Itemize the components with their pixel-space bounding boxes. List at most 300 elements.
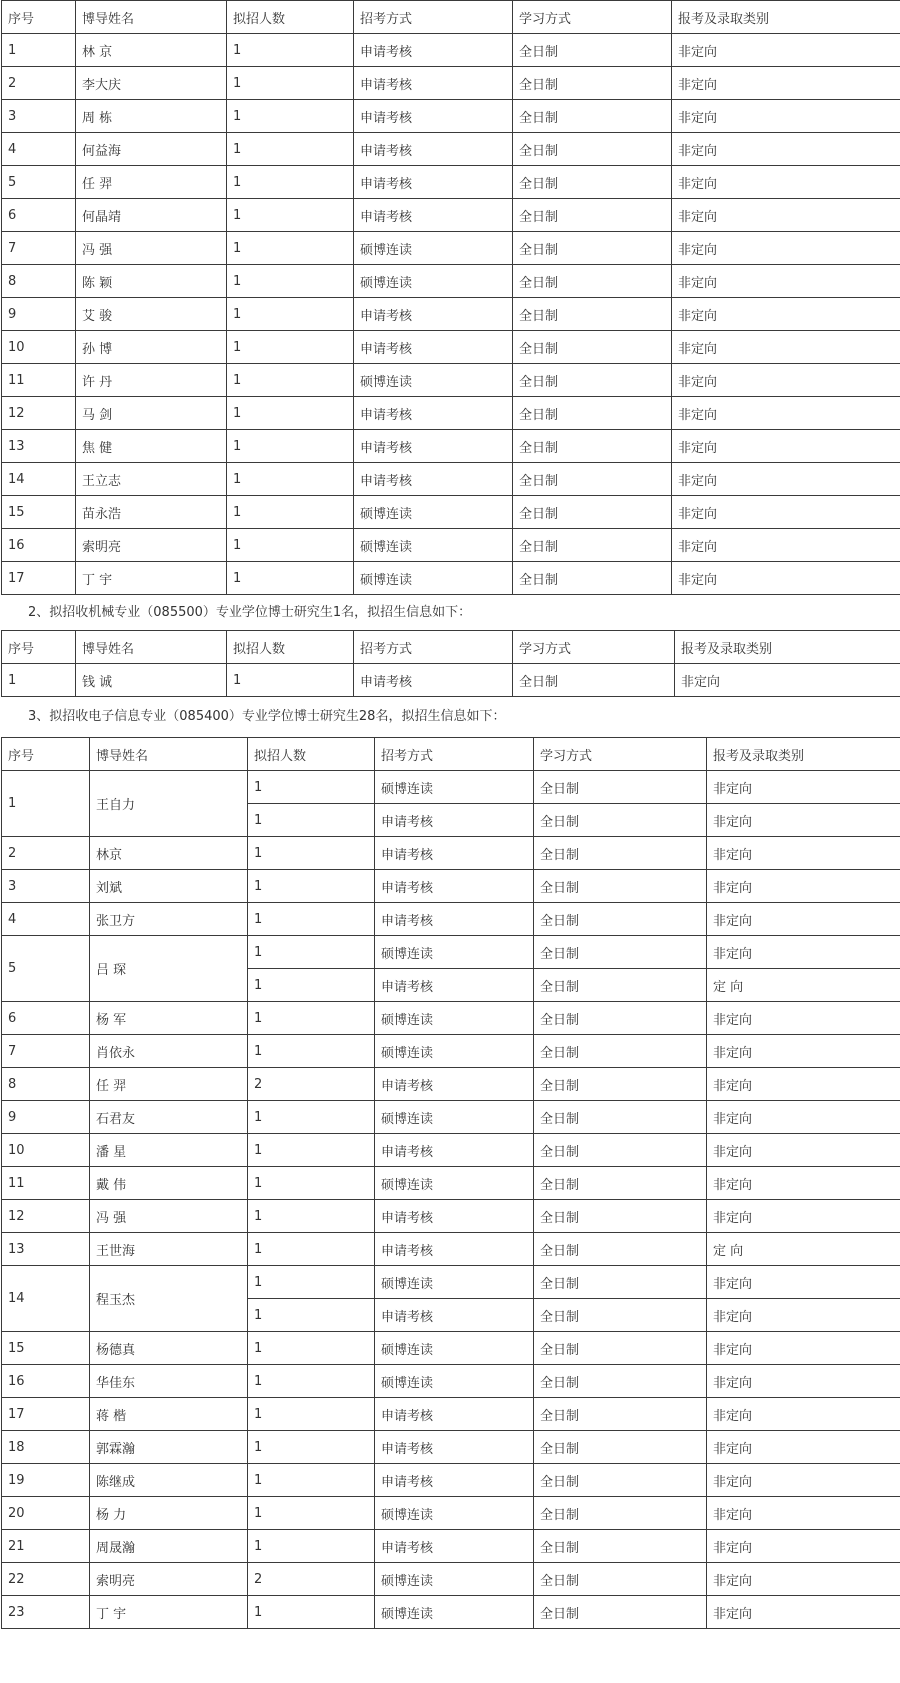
- table-row: [2, 936, 900, 969]
- advisor-name-cell: 冯 强: [90, 1200, 248, 1233]
- quota-cell: 1: [248, 1365, 375, 1398]
- study-mode-cell: 全日制: [534, 1332, 707, 1365]
- category-cell: 非定向: [707, 870, 900, 903]
- quota-cell: 1: [248, 936, 375, 969]
- admission-method-cell: 硕博连读: [354, 529, 513, 562]
- quota-cell: 1: [248, 1167, 375, 1200]
- table-row: [2, 199, 900, 232]
- category-cell: 非定向: [672, 397, 900, 430]
- admission-method-cell: 申请考核: [354, 34, 513, 67]
- study-mode-cell: 全日制: [534, 837, 707, 870]
- table-row: [2, 1167, 900, 1200]
- study-mode-cell: 全日制: [534, 1464, 707, 1497]
- table-row: [2, 67, 900, 100]
- header-quota-cell: 拟招人数: [227, 631, 354, 664]
- category-cell: 非定向: [707, 804, 900, 837]
- admission-method-cell: 硕博连读: [375, 936, 534, 969]
- advisor-name-cell: 杨德真: [90, 1332, 248, 1365]
- category-cell: 非定向: [672, 463, 900, 496]
- table-row: [2, 265, 900, 298]
- no-cell: 19: [2, 1464, 90, 1497]
- admission-method-cell: 硕博连读: [375, 1596, 534, 1629]
- quota-cell: 1: [248, 1101, 375, 1134]
- table-row: [2, 298, 900, 331]
- admission-method-cell: 硕博连读: [375, 1332, 534, 1365]
- quota-cell: 1: [248, 1134, 375, 1167]
- category-cell: 非定向: [672, 166, 900, 199]
- admission-method-cell: 申请考核: [375, 903, 534, 936]
- category-cell: 非定向: [672, 34, 900, 67]
- no-cell: 10: [2, 1134, 90, 1167]
- quota-cell: 1: [248, 1596, 375, 1629]
- quota-cell: 1: [227, 562, 354, 595]
- admission-method-cell: 硕博连读: [375, 1035, 534, 1068]
- table-row: [2, 870, 900, 903]
- study-mode-cell: 全日制: [513, 397, 672, 430]
- quota-cell: 1: [227, 67, 354, 100]
- table-row: [2, 397, 900, 430]
- study-mode-cell: 全日制: [534, 1068, 707, 1101]
- header-category-cell: 报考及录取类别: [672, 1, 900, 34]
- table-row: [2, 1068, 900, 1101]
- quota-cell: 2: [248, 1068, 375, 1101]
- category-cell: 非定向: [707, 1035, 900, 1068]
- admission-method-cell: 申请考核: [375, 1200, 534, 1233]
- advisor-name-cell: 吕 琛: [90, 936, 248, 1002]
- admission-method-cell: 申请考核: [375, 969, 534, 1002]
- advisor-name-cell: 陈继成: [90, 1464, 248, 1497]
- study-mode-cell: 全日制: [534, 804, 707, 837]
- table-row: [2, 1233, 900, 1266]
- category-cell: 非定向: [707, 1431, 900, 1464]
- quota-cell: 1: [248, 1431, 375, 1464]
- admission-method-cell: 申请考核: [375, 1398, 534, 1431]
- admission-method-cell: 申请考核: [375, 1431, 534, 1464]
- quota-cell: 1: [227, 232, 354, 265]
- admission-method-cell: 硕博连读: [375, 1266, 534, 1299]
- category-cell: 非定向: [707, 903, 900, 936]
- advisor-name-cell: 孙 博: [76, 331, 227, 364]
- paragraph-mechanical-professional: 2、拟招收机械专业（085500）专业学位博士研究生1名，拟招生信息如下：: [28, 605, 472, 620]
- admission-method-cell: 硕博连读: [375, 1101, 534, 1134]
- category-cell: 非定向: [672, 232, 900, 265]
- table-row: [2, 1365, 900, 1398]
- table-row: [2, 364, 900, 397]
- no-cell: 1: [2, 664, 76, 697]
- no-cell: 3: [2, 870, 90, 903]
- study-mode-cell: 全日制: [513, 199, 672, 232]
- study-mode-cell: 全日制: [534, 1299, 707, 1332]
- study-mode-cell: 全日制: [534, 1596, 707, 1629]
- admission-method-cell: 申请考核: [375, 1134, 534, 1167]
- quota-cell: 1: [227, 529, 354, 562]
- no-cell: 4: [2, 903, 90, 936]
- table-row: [2, 1398, 900, 1431]
- no-cell: 2: [2, 67, 76, 100]
- advisor-name-cell: 索明亮: [90, 1563, 248, 1596]
- advisor-name-cell: 周晟瀚: [90, 1530, 248, 1563]
- no-cell: 7: [2, 1035, 90, 1068]
- category-cell: 非定向: [707, 1101, 900, 1134]
- advisor-name-cell: 何益海: [76, 133, 227, 166]
- study-mode-cell: 全日制: [534, 1167, 707, 1200]
- category-cell: 非定向: [672, 331, 900, 364]
- no-cell: 17: [2, 562, 76, 595]
- advisor-name-cell: 肖依永: [90, 1035, 248, 1068]
- advisor-name-cell: 蒋 楷: [90, 1398, 248, 1431]
- advisor-name-cell: 钱 诚: [76, 664, 227, 697]
- quota-cell: 1: [227, 199, 354, 232]
- quota-cell: 1: [227, 166, 354, 199]
- no-cell: 5: [2, 166, 76, 199]
- admission-method-cell: 硕博连读: [375, 1167, 534, 1200]
- category-cell: 非定向: [707, 1398, 900, 1431]
- admission-method-cell: 硕博连读: [354, 265, 513, 298]
- table-row: [2, 837, 900, 870]
- quota-cell: 1: [248, 1233, 375, 1266]
- header-no-cell: 序号: [2, 631, 76, 664]
- study-mode-cell: 全日制: [534, 969, 707, 1002]
- quota-cell: 1: [248, 837, 375, 870]
- table-row: [2, 771, 900, 804]
- study-mode-cell: 全日制: [534, 1398, 707, 1431]
- admission-method-cell: 申请考核: [375, 1299, 534, 1332]
- advisor-name-cell: 林 京: [76, 34, 227, 67]
- advisor-name-cell: 王世海: [90, 1233, 248, 1266]
- advisor-name-cell: 陈 颖: [76, 265, 227, 298]
- table-mechanical-professional: [1, 630, 900, 697]
- quota-cell: 1: [227, 133, 354, 166]
- header-category-cell: 报考及录取类别: [675, 631, 900, 664]
- study-mode-cell: 全日制: [534, 1035, 707, 1068]
- category-cell: 非定向: [672, 100, 900, 133]
- quota-cell: 1: [248, 771, 375, 804]
- no-cell: 15: [2, 496, 76, 529]
- no-cell: 8: [2, 265, 76, 298]
- category-cell: 非定向: [707, 1002, 900, 1035]
- category-cell: 非定向: [672, 364, 900, 397]
- admission-method-cell: 申请考核: [354, 199, 513, 232]
- category-cell: 非定向: [707, 1200, 900, 1233]
- category-cell: 非定向: [675, 664, 900, 697]
- header-admission-method-cell: 招考方式: [354, 1, 513, 34]
- study-mode-cell: 全日制: [534, 870, 707, 903]
- advisor-name-cell: 许 丹: [76, 364, 227, 397]
- header-no-cell: 序号: [2, 1, 76, 34]
- quota-cell: 1: [227, 34, 354, 67]
- quota-cell: 1: [248, 1002, 375, 1035]
- no-cell: 15: [2, 1332, 90, 1365]
- no-cell: 14: [2, 1266, 90, 1332]
- category-cell: 非定向: [672, 496, 900, 529]
- study-mode-cell: 全日制: [513, 232, 672, 265]
- header-category-cell: 报考及录取类别: [707, 738, 900, 771]
- header-study-mode-cell: 学习方式: [513, 631, 675, 664]
- no-cell: 13: [2, 1233, 90, 1266]
- no-cell: 3: [2, 100, 76, 133]
- table-row: [2, 166, 900, 199]
- table-row: [2, 903, 900, 936]
- advisor-name-cell: 任 羿: [90, 1068, 248, 1101]
- quota-cell: 1: [248, 1332, 375, 1365]
- table-row: [2, 496, 900, 529]
- category-cell: 非定向: [672, 265, 900, 298]
- no-cell: 17: [2, 1398, 90, 1431]
- header-advisor-name-cell: 博导姓名: [90, 738, 248, 771]
- header-admission-method-cell: 招考方式: [354, 631, 513, 664]
- admission-method-cell: 申请考核: [354, 430, 513, 463]
- advisor-name-cell: 王自力: [90, 771, 248, 837]
- table-row: [2, 1101, 900, 1134]
- advisor-name-cell: 焦 健: [76, 430, 227, 463]
- admission-method-cell: 硕博连读: [354, 364, 513, 397]
- advisor-name-cell: 戴 伟: [90, 1167, 248, 1200]
- no-cell: 9: [2, 298, 76, 331]
- category-cell: 非定向: [707, 1497, 900, 1530]
- study-mode-cell: 全日制: [513, 166, 672, 199]
- category-cell: 非定向: [707, 1266, 900, 1299]
- advisor-name-cell: 索明亮: [76, 529, 227, 562]
- study-mode-cell: 全日制: [513, 100, 672, 133]
- no-cell: 16: [2, 1365, 90, 1398]
- category-cell: 非定向: [672, 298, 900, 331]
- category-cell: 非定向: [707, 1530, 900, 1563]
- category-cell: 非定向: [707, 1068, 900, 1101]
- no-cell: 12: [2, 397, 76, 430]
- quota-cell: 1: [248, 1266, 375, 1299]
- table-row: [2, 1530, 900, 1563]
- category-cell: 定 向: [707, 1233, 900, 1266]
- table-row: [2, 1431, 900, 1464]
- study-mode-cell: 全日制: [513, 529, 672, 562]
- quota-cell: 1: [227, 298, 354, 331]
- admission-method-cell: 申请考核: [354, 331, 513, 364]
- study-mode-cell: 全日制: [534, 1134, 707, 1167]
- no-cell: 5: [2, 936, 90, 1002]
- quota-cell: 1: [248, 1035, 375, 1068]
- table-mechanical-academic: [1, 0, 900, 595]
- paragraph-electronic-information: 3、拟招收电子信息专业（085400）专业学位博士研究生28名，拟招生信息如下：: [28, 709, 506, 724]
- table-row: [2, 1596, 900, 1629]
- no-cell: 16: [2, 529, 76, 562]
- study-mode-cell: 全日制: [534, 903, 707, 936]
- category-cell: 非定向: [707, 1299, 900, 1332]
- advisor-name-cell: 杨 力: [90, 1497, 248, 1530]
- category-cell: 非定向: [672, 133, 900, 166]
- advisor-name-cell: 马 剑: [76, 397, 227, 430]
- advisor-name-cell: 张卫方: [90, 903, 248, 936]
- advisor-name-cell: 杨 军: [90, 1002, 248, 1035]
- category-cell: 非定向: [707, 1563, 900, 1596]
- study-mode-cell: 全日制: [534, 1431, 707, 1464]
- study-mode-cell: 全日制: [513, 331, 672, 364]
- no-cell: 1: [2, 34, 76, 67]
- study-mode-cell: 全日制: [513, 562, 672, 595]
- quota-cell: 1: [227, 100, 354, 133]
- no-cell: 14: [2, 463, 76, 496]
- no-cell: 8: [2, 1068, 90, 1101]
- admission-method-cell: 硕博连读: [375, 1563, 534, 1596]
- no-cell: 9: [2, 1101, 90, 1134]
- admission-method-cell: 硕博连读: [354, 496, 513, 529]
- table-header-row: [2, 1, 900, 34]
- table-row: [2, 34, 900, 67]
- category-cell: 非定向: [707, 1134, 900, 1167]
- quota-cell: 1: [227, 397, 354, 430]
- admission-method-cell: 硕博连读: [375, 1497, 534, 1530]
- quota-cell: 1: [227, 496, 354, 529]
- table-row: [2, 1200, 900, 1233]
- category-cell: 非定向: [672, 199, 900, 232]
- quota-cell: 1: [248, 1200, 375, 1233]
- quota-cell: 1: [227, 463, 354, 496]
- admission-method-cell: 申请考核: [354, 166, 513, 199]
- advisor-name-cell: 何晶靖: [76, 199, 227, 232]
- advisor-name-cell: 周 栋: [76, 100, 227, 133]
- table-electronic-information: [1, 737, 900, 1629]
- quota-cell: 1: [248, 1497, 375, 1530]
- advisor-name-cell: 丁 宇: [90, 1596, 248, 1629]
- header-advisor-name-cell: 博导姓名: [76, 631, 227, 664]
- category-cell: 非定向: [707, 1596, 900, 1629]
- no-cell: 10: [2, 331, 76, 364]
- no-cell: 1: [2, 771, 90, 837]
- category-cell: 非定向: [707, 1332, 900, 1365]
- header-no-cell: 序号: [2, 738, 90, 771]
- quota-cell: 1: [227, 331, 354, 364]
- category-cell: 非定向: [707, 936, 900, 969]
- header-advisor-name-cell: 博导姓名: [76, 1, 227, 34]
- table-row: [2, 1497, 900, 1530]
- advisor-name-cell: 程玉杰: [90, 1266, 248, 1332]
- no-cell: 11: [2, 1167, 90, 1200]
- study-mode-cell: 全日制: [534, 771, 707, 804]
- table-row: [2, 331, 900, 364]
- quota-cell: 1: [248, 1530, 375, 1563]
- no-cell: 18: [2, 1431, 90, 1464]
- quota-cell: 1: [227, 664, 354, 697]
- quota-cell: 2: [248, 1563, 375, 1596]
- study-mode-cell: 全日制: [534, 1101, 707, 1134]
- admission-method-cell: 申请考核: [375, 1233, 534, 1266]
- study-mode-cell: 全日制: [513, 496, 672, 529]
- category-cell: 非定向: [707, 1167, 900, 1200]
- table-row: [2, 1563, 900, 1596]
- advisor-name-cell: 李大庆: [76, 67, 227, 100]
- advisor-name-cell: 石君友: [90, 1101, 248, 1134]
- study-mode-cell: 全日制: [513, 463, 672, 496]
- study-mode-cell: 全日制: [534, 1497, 707, 1530]
- table-row: [2, 529, 900, 562]
- study-mode-cell: 全日制: [513, 34, 672, 67]
- category-cell: 非定向: [707, 837, 900, 870]
- category-cell: 非定向: [707, 1365, 900, 1398]
- admission-method-cell: 申请考核: [375, 804, 534, 837]
- category-cell: 非定向: [672, 529, 900, 562]
- table-row: [2, 1266, 900, 1299]
- table-row: [2, 562, 900, 595]
- study-mode-cell: 全日制: [513, 364, 672, 397]
- admission-method-cell: 申请考核: [375, 1530, 534, 1563]
- admission-method-cell: 申请考核: [354, 397, 513, 430]
- category-cell: 非定向: [707, 771, 900, 804]
- no-cell: 12: [2, 1200, 90, 1233]
- no-cell: 6: [2, 199, 76, 232]
- study-mode-cell: 全日制: [534, 1266, 707, 1299]
- quota-cell: 1: [248, 1398, 375, 1431]
- category-cell: 非定向: [672, 562, 900, 595]
- table-header-row: [2, 738, 900, 771]
- admission-method-cell: 硕博连读: [375, 1365, 534, 1398]
- no-cell: 11: [2, 364, 76, 397]
- study-mode-cell: 全日制: [513, 664, 675, 697]
- study-mode-cell: 全日制: [534, 1200, 707, 1233]
- table-row: [2, 1134, 900, 1167]
- admission-method-cell: 申请考核: [375, 837, 534, 870]
- study-mode-cell: 全日制: [513, 298, 672, 331]
- admission-method-cell: 申请考核: [354, 67, 513, 100]
- admission-method-cell: 硕博连读: [375, 771, 534, 804]
- admission-method-cell: 申请考核: [375, 870, 534, 903]
- table-row: [2, 100, 900, 133]
- no-cell: 7: [2, 232, 76, 265]
- advisor-name-cell: 丁 宇: [76, 562, 227, 595]
- header-quota-cell: 拟招人数: [227, 1, 354, 34]
- admission-method-cell: 申请考核: [354, 664, 513, 697]
- quota-cell: 1: [248, 1464, 375, 1497]
- study-mode-cell: 全日制: [513, 133, 672, 166]
- quota-cell: 1: [227, 430, 354, 463]
- table-row: [2, 1002, 900, 1035]
- study-mode-cell: 全日制: [534, 1365, 707, 1398]
- header-study-mode-cell: 学习方式: [513, 1, 672, 34]
- quota-cell: 1: [227, 265, 354, 298]
- advisor-name-cell: 刘斌: [90, 870, 248, 903]
- no-cell: 4: [2, 133, 76, 166]
- study-mode-cell: 全日制: [534, 1233, 707, 1266]
- header-quota-cell: 拟招人数: [248, 738, 375, 771]
- category-cell: 非定向: [672, 67, 900, 100]
- advisor-name-cell: 苗永浩: [76, 496, 227, 529]
- admission-method-cell: 申请考核: [354, 463, 513, 496]
- no-cell: 13: [2, 430, 76, 463]
- study-mode-cell: 全日制: [534, 1530, 707, 1563]
- quota-cell: 1: [248, 969, 375, 1002]
- study-mode-cell: 全日制: [534, 1002, 707, 1035]
- study-mode-cell: 全日制: [513, 67, 672, 100]
- table-row: [2, 430, 900, 463]
- table-row: [2, 1464, 900, 1497]
- table-row: [2, 1035, 900, 1068]
- admission-method-cell: 硕博连读: [375, 1002, 534, 1035]
- advisor-name-cell: 冯 强: [76, 232, 227, 265]
- advisor-name-cell: 潘 星: [90, 1134, 248, 1167]
- table-row: [2, 232, 900, 265]
- header-study-mode-cell: 学习方式: [534, 738, 707, 771]
- category-cell: 非定向: [672, 430, 900, 463]
- admission-method-cell: 申请考核: [354, 100, 513, 133]
- table-row: [2, 1332, 900, 1365]
- admission-method-cell: 申请考核: [354, 133, 513, 166]
- table-row: [2, 133, 900, 166]
- no-cell: 6: [2, 1002, 90, 1035]
- advisor-name-cell: 林京: [90, 837, 248, 870]
- advisor-name-cell: 华佳东: [90, 1365, 248, 1398]
- admission-method-cell: 硕博连读: [354, 562, 513, 595]
- advisor-name-cell: 王立志: [76, 463, 227, 496]
- advisor-name-cell: 郭霖瀚: [90, 1431, 248, 1464]
- quota-cell: 1: [248, 804, 375, 837]
